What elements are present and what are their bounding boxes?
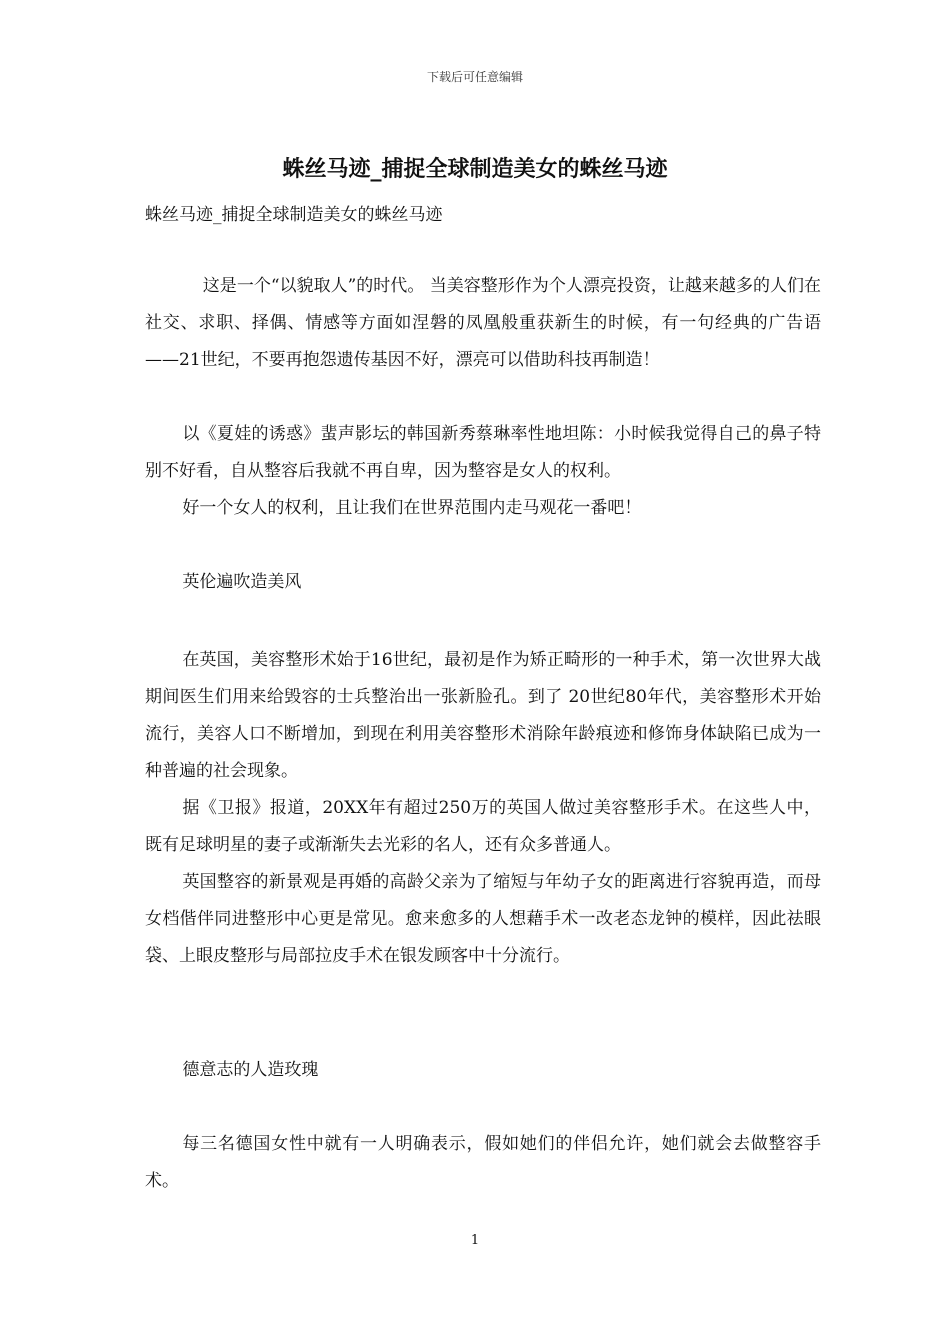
paragraph-uk-statistics: 据《卫报》报道，20XX年有超过250万的英国人做过美容整形手术。在这些人中，既有足球明星的妻子或渐渐失去光彩的名人，还有众多普通人。: [145, 798, 821, 855]
paragraph-transition: 好一个女人的权利，且让我们在世界范围内走马观花一番吧！: [182, 498, 642, 518]
document-subtitle: 蛛丝马迹_捕捉全球制造美女的蛛丝马迹: [145, 205, 443, 225]
paragraph-intro: 这是一个“以貌取人”的时代。 当美容整形作为个人漂亮投资，让越来越多的人们在社交、求职、择偶、情感等方面如涅磐的凤凰般重获新生的时候，有一句经典的广告语——21世纪，不要再抱怨遗传基因不好，漂亮可以借助科技再制造！: [145, 276, 821, 370]
section-heading-uk: 英伦遍吹造美风: [182, 572, 302, 592]
paragraph-quote: 以《夏娃的诱惑》蜚声影坛的韩国新秀蔡琳率性地坦陈：小时候我觉得自己的鼻子特别不好看，自从整容后我就不再自卑，因为整容是女人的权利。: [145, 424, 821, 481]
paragraph-germany: 每三名德国女性中就有一人明确表示，假如她们的伴侣允许，她们就会去做整容手术。: [145, 1134, 821, 1191]
document-title: 蛛丝马迹_捕捉全球制造美女的蛛丝马迹: [282, 156, 668, 182]
section-heading-germany: 德意志的人造玫瑰: [182, 1060, 319, 1080]
paragraph-uk-trends: 英国整容的新景观是再婚的高龄父亲为了缩短与年幼子女的距离进行容貌再造，而母女档偕伴同进整形中心更是常见。愈来愈多的人想藉手术一改老态龙钟的模样，因此祛眼袋、上眼皮整形与局部拉皮手术在银发顾客中十分流行。: [145, 872, 821, 966]
page-number: 1: [470, 1233, 480, 1248]
page-header-note: 下载后可任意编辑: [426, 70, 523, 84]
paragraph-uk-history: 在英国，美容整形术始于16世纪，最初是作为矫正畸形的一种手术，第一次世界大战期间医生们用来给毁容的士兵整治出一张新脸孔。到了 20世纪80年代，美容整形术开始流行，美容人口不断增加，到现在利用美容整形术消除年龄痕迹和修饰身体缺陷已成为一种普遍的社会现象。: [145, 650, 821, 781]
